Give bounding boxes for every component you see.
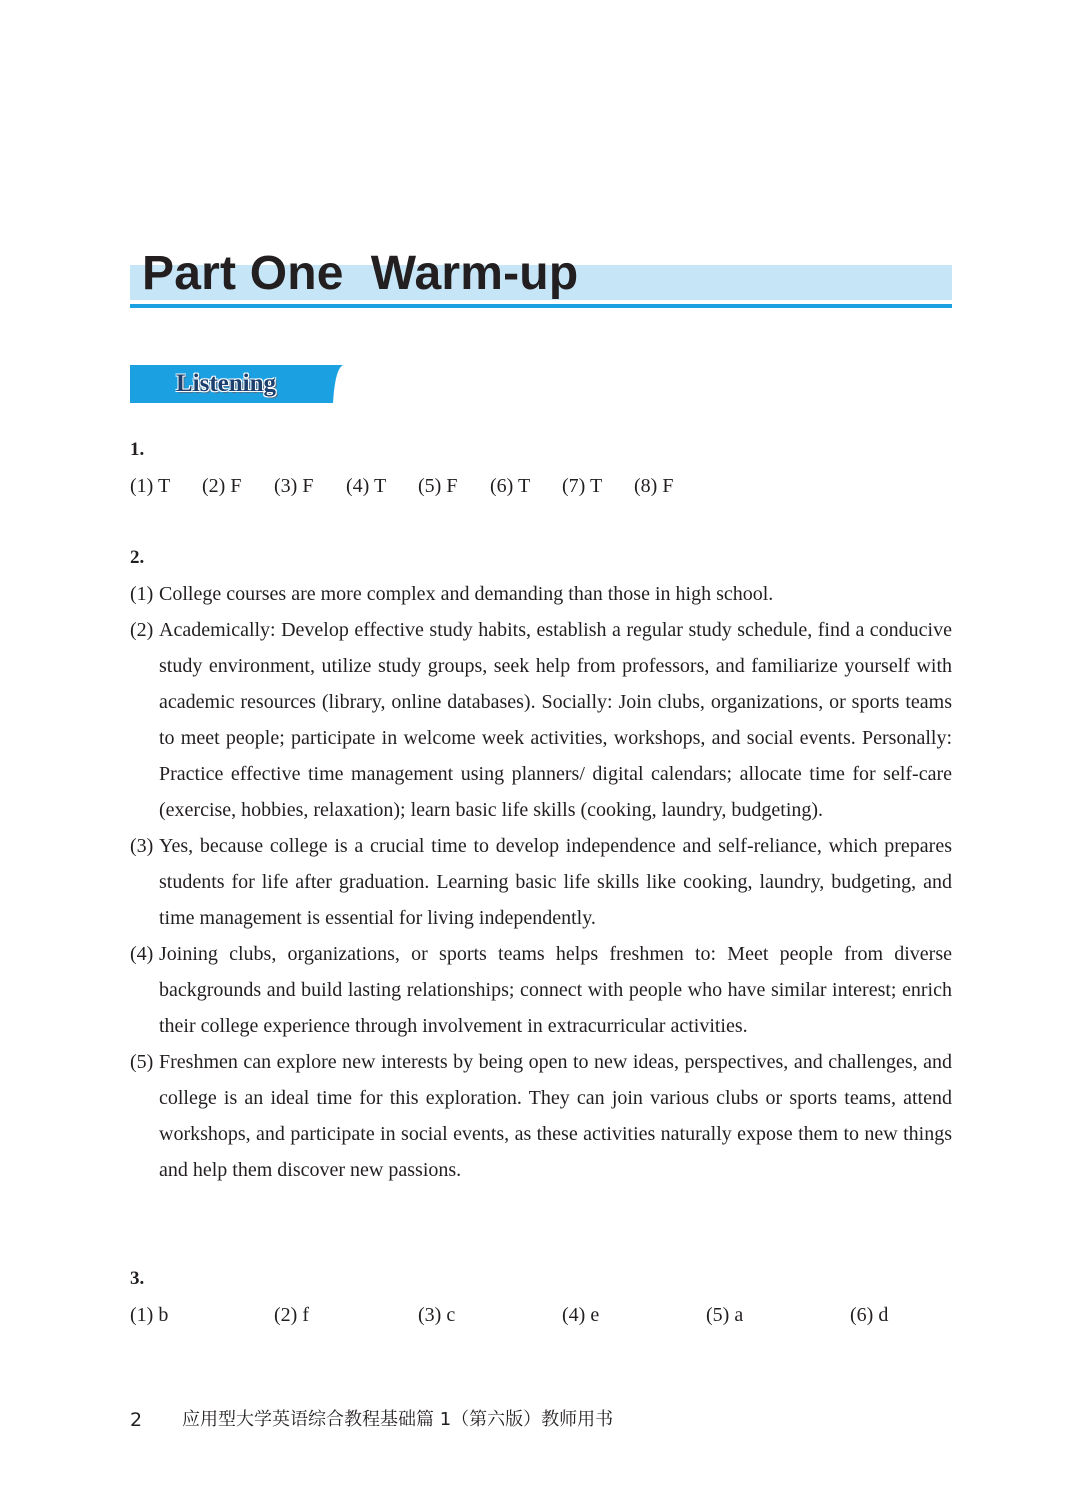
q1-answer: (3) F — [274, 475, 314, 497]
answer-number: (4) — [130, 943, 154, 965]
question-2-number: 2. — [130, 547, 145, 568]
q1-answer: (4) T — [346, 475, 387, 497]
q3-answer: (3) c — [418, 1304, 456, 1326]
q1-answer: (2) F — [202, 475, 242, 497]
answer-text: College courses are more complex and demanding than those in high school. — [159, 583, 774, 605]
q1-answer: (7) T — [562, 475, 603, 497]
q1-answer: (1) T — [130, 475, 171, 497]
answer-number: (3) — [130, 835, 154, 857]
part-title: Part One Warm-up — [142, 247, 579, 300]
question-1-number: 1. — [130, 439, 145, 460]
header-rule — [130, 304, 952, 308]
answer-number: (5) — [130, 1051, 154, 1073]
q1-answer: (5) F — [418, 475, 458, 497]
q2-answer-2 — [130, 612, 952, 828]
q2-answer-5 — [130, 1044, 952, 1188]
answer-text: Academically: Develop effective study habits, establish a regular study schedule, find a conducive study environment, utilize study groups, seek help from professors, and familiarize yourself with academic resources (library, online databases). Socially: Join clubs, organizations, or sports teams to meet people; participate in welcome week activities, workshops, and social events. Personally: Practice effective time management using planners/ digital calendars; allocate time for self-care (exercise, hobbies, relaxation); learn basic life skills (cooking, laundry, budgeting). — [159, 619, 952, 821]
q3-answer: (6) d — [850, 1304, 889, 1326]
q3-answer: (1) b — [130, 1304, 169, 1326]
q2-answer-3 — [130, 828, 952, 936]
q1-answer: (6) T — [490, 475, 531, 497]
book-title: 应用型大学英语综合教程基础篇 1（第六版）教师用书 — [182, 1409, 614, 1430]
part-header — [130, 248, 952, 310]
section-label: Listening — [176, 370, 277, 397]
q1-answer: (8) F — [634, 475, 674, 497]
q3-answer: (2) f — [274, 1304, 309, 1326]
q3-answer: (5) a — [706, 1304, 744, 1326]
answer-text: Yes, because college is a crucial time to develop independence and self-reliance, which prepares students for life after graduation. Learning basic life skills like cooking, laundry, budgeting, and time management is essential for living independently. — [159, 835, 952, 929]
question-2-answers — [130, 576, 952, 1188]
answer-number: (2) — [130, 619, 154, 641]
answer-text: Freshmen can explore new interests by being open to new ideas, perspectives, and challenges, and college is an ideal time for this exploration. They can join various clubs or sports teams, attend workshops, and participate in social events, as these activities naturally expose them to new things and help them discover new passions. — [159, 1051, 952, 1181]
page-number: 2 — [130, 1409, 143, 1431]
q3-answer: (4) e — [562, 1304, 600, 1326]
q2-answer-4 — [130, 936, 952, 1044]
answer-number: (1) — [130, 583, 154, 605]
answer-text: Joining clubs, organizations, or sports teams helps freshmen to: Meet people from diverse backgrounds and build lasting relationships; connect with people who have similar interest; enrich their college experience through involvement in extracurricular activities. — [159, 943, 952, 1037]
q2-answer-1 — [130, 576, 952, 612]
section-tab — [130, 365, 343, 403]
question-3-number: 3. — [130, 1268, 145, 1289]
